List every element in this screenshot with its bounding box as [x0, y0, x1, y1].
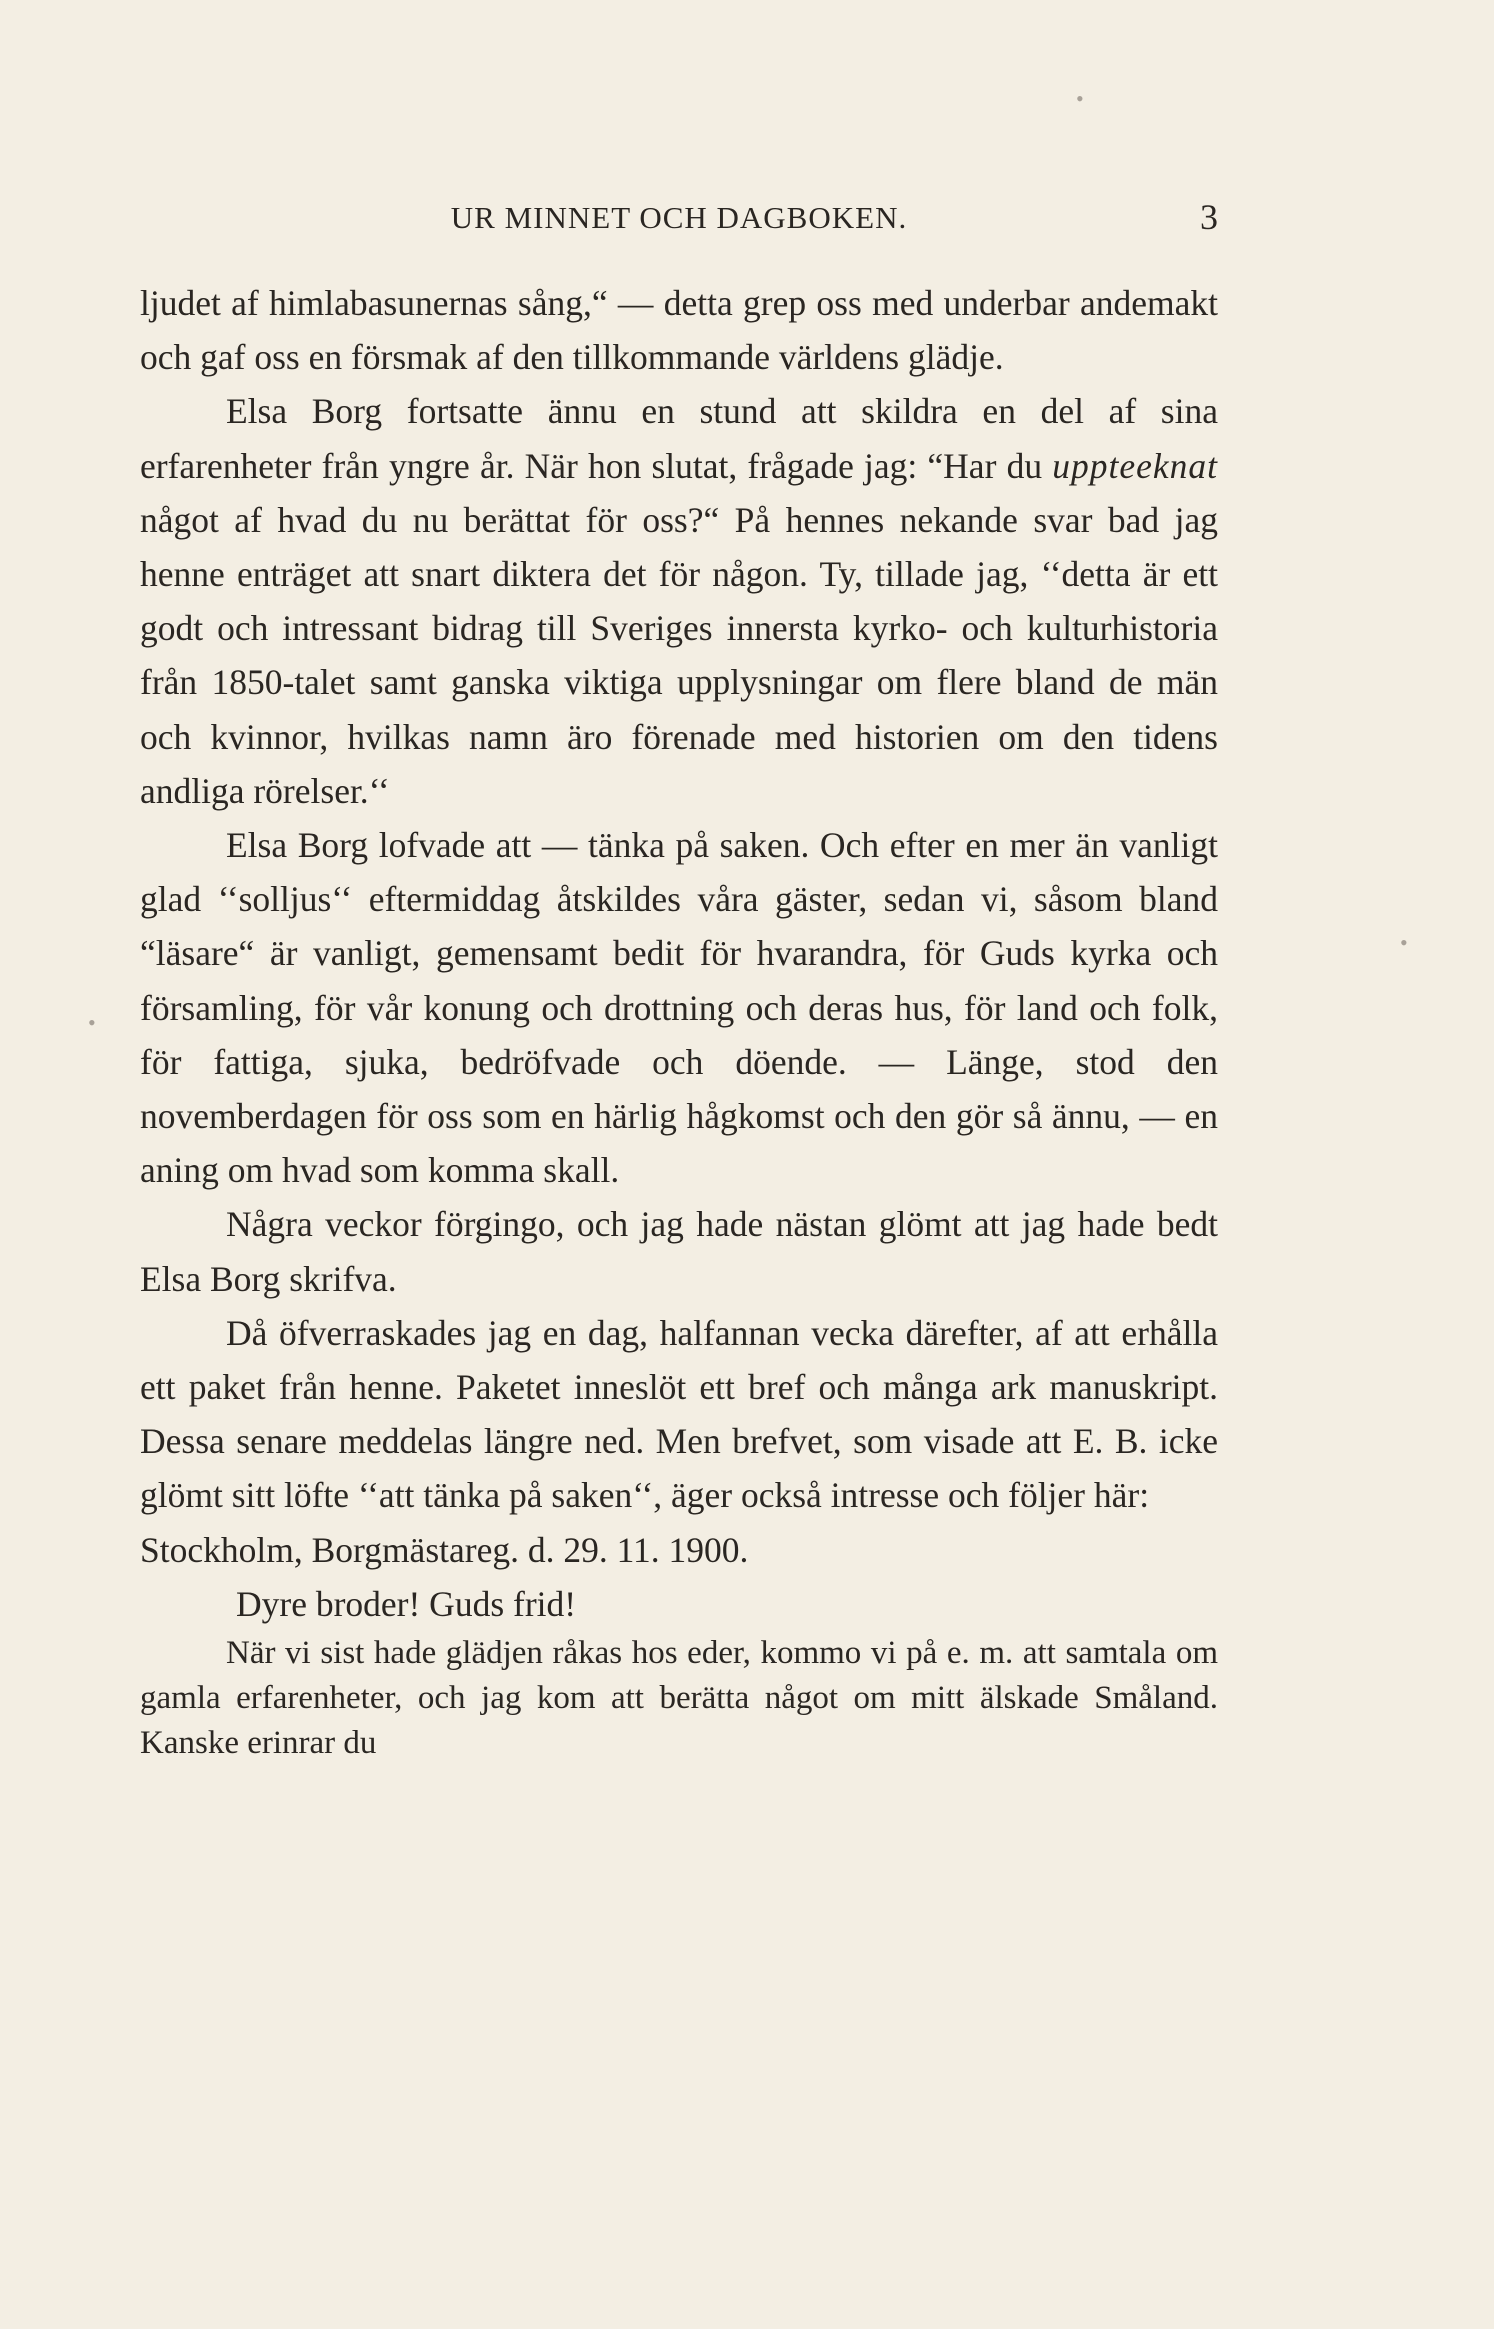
- page-speck: •: [88, 1010, 96, 1035]
- header-title: UR MINNET OCH DAGBOKEN.: [450, 200, 908, 235]
- paragraph-2-start: Elsa Borg fortsatte ännu en stund att skildra en del af sina erfarenheter från yngre år. När hon slutat, frågade jag: “Har du: [140, 391, 1218, 486]
- paragraph-3: Elsa Borg lofvade att — tänka på saken. Och efter en mer än vanligt glad ‘‘solljus‘‘ eftermiddag åtskildes våra gäster, sedan vi, såsom bland “läsare“ är vanligt, gemensamt bedit för hvarandra, för Guds kyrka och församling, för vår konung och drottning och deras hus, för land och folk, för fattiga, sjuka, bedröfvade och döende. — Länge, stod den novemberdagen för oss som en härlig hågkomst och den gör så ännu, — en aning om hvad som komma skall.: [140, 825, 1218, 1191]
- paragraph-2: [140, 384, 1218, 818]
- paragraph-2-end: något af hvad du nu berättat för oss?“ På hennes nekande svar bad jag henne enträget att snart diktera det för någon. Ty, tillade jag, ‘‘detta är ett godt och intressant bidrag till Sveriges innersta kyrko- och kulturhistoria från 1850-talet samt ganska viktiga upplysningar om flere bland de män och kvinnor, hvilkas namn äro förenade med historien om den tidens andliga rörelser.‘‘: [140, 499, 1218, 811]
- emphasized-word: uppteeknat: [1052, 445, 1218, 486]
- page-speck: •: [1400, 930, 1408, 955]
- paragraph-5: Då öfverraskades jag en dag, halfannan vecka därefter, af att erhålla ett paket från henne. Paketet inneslöt ett bref och många ark manuskript. Dessa senare meddelas längre ned. Men brefvet, som visade att E. B. icke glömt sitt löfte ‘‘att tänka på saken‘‘, äger också intresse och följer här:: [140, 1312, 1218, 1516]
- running-header: [140, 197, 1218, 240]
- letter-dateline: Stockholm, Borgmästareg. d. 29. 11. 1900.: [140, 1529, 749, 1570]
- paragraph-1: ljudet af himlabasunernas sång,“ — detta grep oss med underbar andemakt och gaf oss en försmak af den tillkommande världens glädje.: [140, 283, 1218, 378]
- body-text: [140, 276, 1218, 1766]
- page-number: 3: [1200, 197, 1218, 237]
- letter-opening: När vi sist hade glädjen råkas hos eder, kommo vi på e. m. att samtala om gamla erfarenheter, och jag kom att berätta något om mitt älskade Småland. Kanske erinrar du: [140, 1635, 1218, 1762]
- paragraph-4: Några veckor förgingo, och jag hade nästan glömt att jag hade bedt Elsa Borg skrifva.: [140, 1204, 1218, 1299]
- letter-salutation: Dyre broder! Guds frid!: [236, 1583, 577, 1624]
- page-speck: •: [1076, 86, 1084, 111]
